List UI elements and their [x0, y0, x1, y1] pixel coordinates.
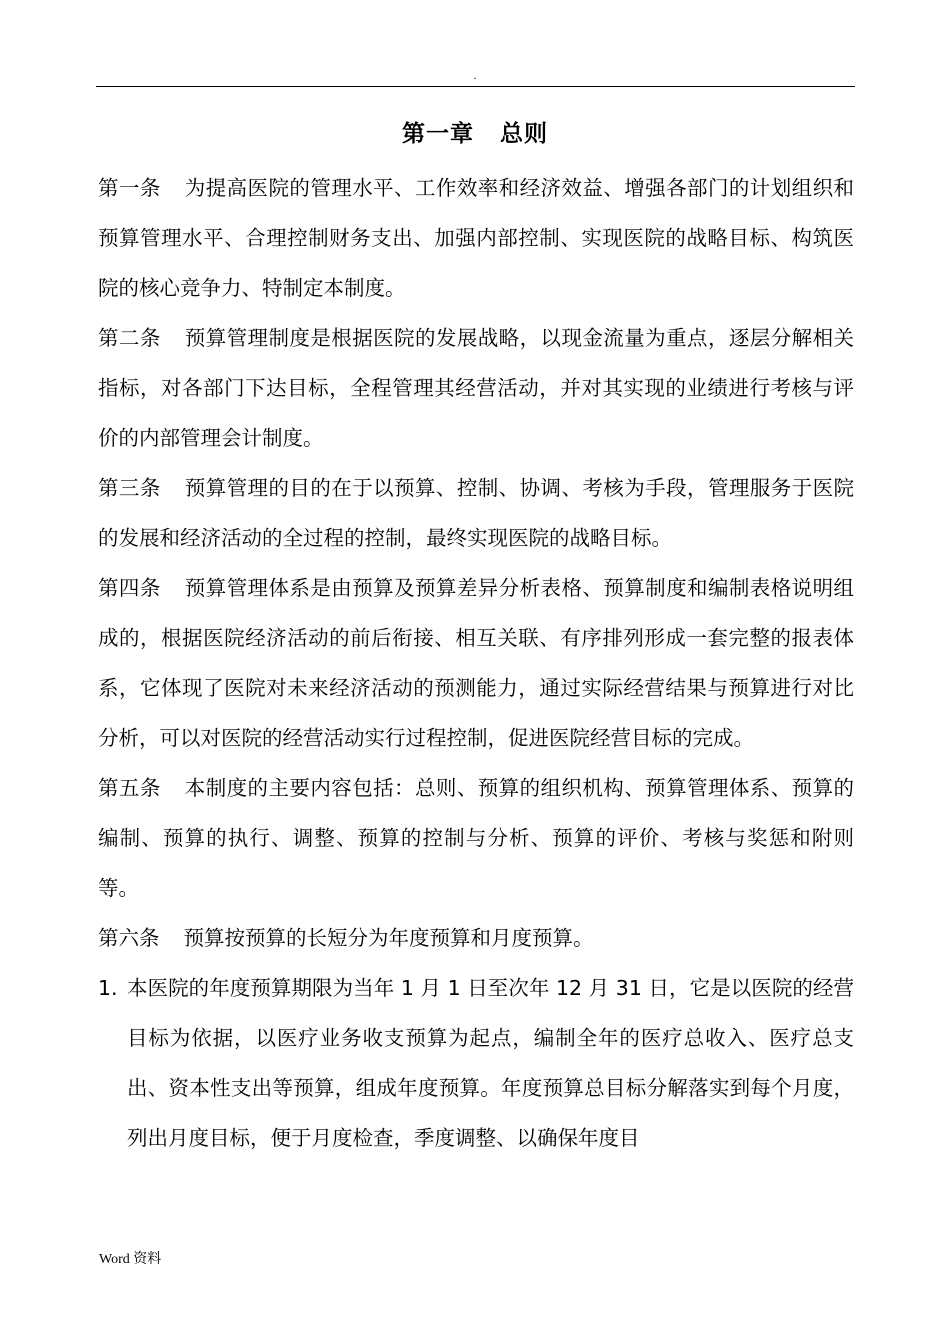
header-rule: [96, 86, 855, 87]
article-label: 第二条: [98, 326, 161, 350]
article-2: [98, 313, 854, 463]
article-text: 预算管理体系是由预算及预算差异分析表格、预算制度和编制表格说明组成的，根据医院经济活动的前后衔接、相互关联、有序排列形成一套完整的报表体系，它体现了医院对未来经济活动的预测能力，通过实际经营结果与预算进行对比分析，可以对医院的经营活动实行过程控制，促进医院经营目标的完成。: [98, 576, 854, 750]
article-label: 第五条: [98, 776, 161, 800]
list-text: 本医院的年度预算期限为当年 1 月 1 日至次年 12 月 31 日，它是以医院的经营目标为依据，以医疗业务收支预算为起点，编制全年的医疗总收入、医疗总支出、资本性支出等预算，组成年度预算。年度预算总目标分解落实到每个月度，列出月度目标，便于月度检查，季度调整、以确保年度目: [127, 976, 854, 1150]
article-1: [98, 163, 854, 313]
article-5: [98, 763, 854, 913]
article-text: 为提高医院的管理水平、工作效率和经济效益、增强各部门的计划组织和预算管理水平、合理控制财务支出、加强内部控制、实现医院的战略目标、构筑医院的核心竞争力、特制定本制度。: [98, 176, 854, 300]
list-number: 1.: [98, 976, 118, 1000]
article-text: 预算管理的目的在于以预算、控制、协调、考核为手段，管理服务于医院的发展和经济活动的全过程的控制，最终实现医院的战略目标。: [98, 476, 854, 550]
document-body: [98, 163, 854, 1163]
article-text: 本制度的主要内容包括：总则、预算的组织机构、预算管理体系、预算的编制、预算的执行、调整、预算的控制与分析、预算的评价、考核与奖惩和附则等。: [98, 776, 854, 900]
chapter-title: [0, 116, 950, 152]
article-text: 预算管理制度是根据医院的发展战略，以现金流量为重点，逐层分解相关指标，对各部门下达目标，全程管理其经营活动，并对其实现的业绩进行考核与评价的内部管理会计制度。: [98, 326, 854, 450]
chapter-name: 总则: [500, 121, 548, 147]
header-mark: .: [473, 71, 477, 82]
article-label: 第四条: [98, 576, 161, 600]
chapter-number: 第一章: [402, 121, 474, 147]
footer-label: Word 资料: [99, 1252, 162, 1267]
article-label: 第六条: [98, 926, 160, 950]
article-label: 第三条: [98, 476, 161, 500]
article-3: [98, 463, 854, 563]
article-label: 第一条: [98, 176, 161, 200]
article-4: [98, 563, 854, 763]
article-6: [98, 913, 854, 963]
list-item-1: [98, 963, 854, 1163]
article-text: 预算按预算的长短分为年度预算和月度预算。: [183, 926, 594, 950]
